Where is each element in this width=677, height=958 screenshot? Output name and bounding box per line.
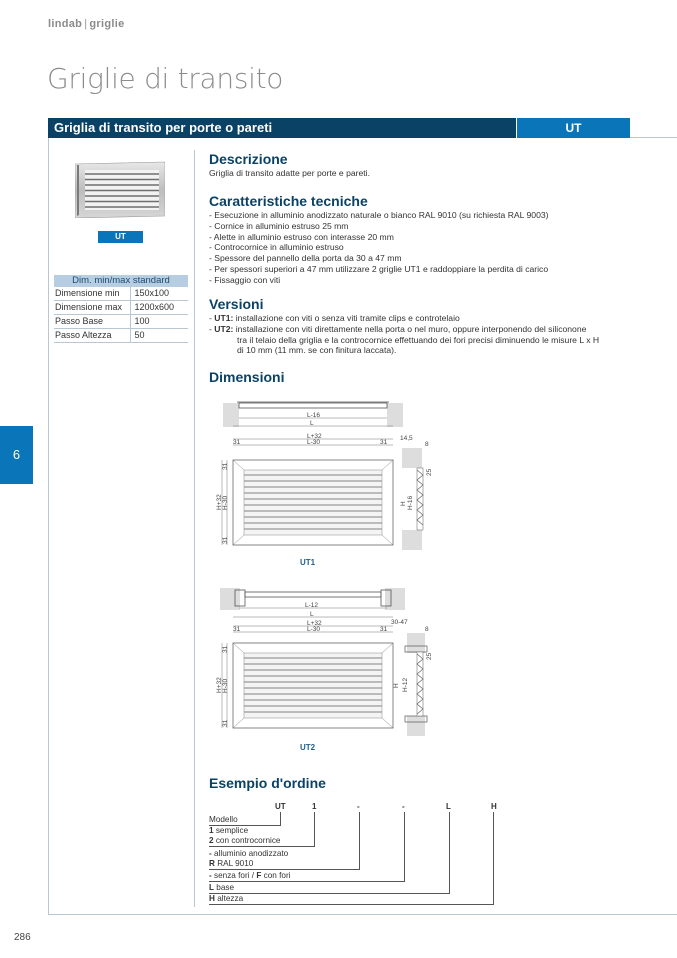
order-key: F	[256, 871, 262, 880]
ut2-technical-drawing	[215, 588, 440, 738]
svg-text:31: 31	[222, 645, 229, 653]
svg-text:14,5: 14,5	[400, 435, 413, 442]
svg-text:31: 31	[233, 439, 241, 446]
brand-separator: |	[84, 18, 88, 30]
order-code-diagram	[209, 800, 499, 905]
order-key: R	[209, 859, 215, 868]
spec-item: - Spessore del pannello della porta da 30 a 47 mm	[209, 253, 402, 264]
order-code: 1	[312, 802, 317, 811]
svg-text:31: 31	[233, 626, 241, 633]
svg-text:L+32: L+32	[307, 620, 322, 627]
order-key: -	[209, 849, 212, 858]
svg-text:H-12: H-12	[402, 677, 409, 692]
description-heading: Descrizione	[209, 151, 288, 167]
ut1-top-outer: L	[310, 420, 314, 427]
connector-line	[449, 812, 450, 894]
ut2-label: UT2	[300, 743, 316, 752]
order-code: -	[402, 802, 405, 811]
ut1-label: UT1	[300, 558, 316, 567]
order-code: H	[491, 802, 497, 811]
versions-section	[209, 296, 599, 356]
svg-text:L: L	[310, 611, 314, 618]
spec-item: - Fissaggio con viti	[209, 274, 281, 285]
row-value: 50	[130, 329, 188, 343]
order-row-model	[209, 815, 281, 826]
chapter-tab[interactable]: 6	[0, 426, 33, 484]
svg-text:H-30: H-30	[222, 678, 229, 693]
brand-name: lindab	[48, 18, 83, 30]
svg-text:31: 31	[222, 719, 229, 727]
svg-text:L-12: L-12	[305, 602, 319, 609]
product-badge: UT	[98, 231, 143, 243]
order-row-holes	[209, 871, 405, 882]
svg-text:30-47: 30-47	[391, 619, 408, 626]
version-item-ut1: - UT1: installazione con viti o senza viti tramite clips e controtelaio	[209, 313, 460, 323]
svg-text:L-30: L-30	[307, 439, 321, 446]
brand-header	[48, 18, 124, 30]
row-label: Dimensione min	[54, 287, 130, 301]
page-title: Griglie di transito	[47, 62, 284, 95]
order-row-text: con fori	[261, 871, 291, 880]
order-code: UT	[275, 802, 286, 811]
svg-text:25: 25	[426, 652, 433, 660]
dimension-table-header: Dim. min/max standard	[54, 275, 188, 287]
dimensions-heading: Dimensioni	[209, 369, 285, 385]
svg-text:31: 31	[222, 462, 229, 470]
spec-item: - Controcornice in alluminio estruso	[209, 242, 344, 253]
row-value: 150x100	[130, 287, 188, 301]
version-continuation: tra il telaio della griglia e la controcornice effettuando dei fori precisi diminuendo le misure L x H	[237, 334, 600, 345]
specs-heading: Caratteristiche tecniche	[209, 193, 368, 209]
table-row	[54, 287, 188, 301]
order-row-text: con controcornice	[213, 836, 281, 845]
spec-item: - Per spessori superiori a 47 mm utilizzare 2 griglie UT1 e raddoppiare la perdita di carico	[209, 263, 549, 274]
order-key: 1	[209, 826, 214, 835]
spec-item: - Alette in alluminio estruso con interasse 20 mm	[209, 231, 394, 242]
order-row-text: semplice	[213, 826, 249, 835]
order-key: L	[209, 883, 215, 892]
row-label: Dimensione max	[54, 301, 130, 315]
svg-text:H: H	[400, 501, 407, 506]
order-heading: Esempio d'ordine	[209, 775, 326, 791]
row-value: 100	[130, 315, 188, 329]
order-key: -	[209, 871, 212, 880]
row-value: 1200x600	[130, 301, 188, 315]
order-key: 2	[209, 836, 214, 845]
grille-product-image	[75, 160, 165, 218]
versions-heading: Versioni	[209, 296, 264, 312]
column-divider	[194, 150, 195, 907]
spec-item: - Esecuzione in alluminio anodizzato naturale o bianco RAL 9010 (su richiesta RAL 9003)	[209, 210, 549, 220]
svg-text:8: 8	[425, 441, 429, 448]
svg-text:25: 25	[426, 468, 433, 476]
version-continuation: di 10 mm (11 mm. se con finitura laccata).	[237, 345, 397, 356]
ut1-technical-drawing	[215, 398, 440, 558]
description-section	[209, 151, 370, 179]
specs-section	[209, 193, 549, 286]
svg-text:31: 31	[222, 536, 229, 544]
dimension-table	[54, 275, 188, 343]
section-code: UT	[517, 118, 630, 138]
order-row-text: RAL 9010	[214, 859, 254, 868]
svg-text:31: 31	[380, 439, 388, 446]
order-row-text: senza fori /	[211, 871, 257, 880]
description-text: Griglia di transito adatte per porte e pareti.	[209, 168, 370, 178]
order-key: H	[209, 894, 215, 903]
order-code: -	[357, 802, 360, 811]
svg-text:H: H	[393, 683, 400, 688]
version-text: installazione con viti o senza viti tramite clips e controtelaio	[233, 313, 460, 323]
order-row-version	[209, 826, 315, 847]
version-code: UT1:	[214, 313, 234, 323]
ut1-top-inner: L-16	[307, 412, 321, 419]
connector-line	[493, 812, 494, 905]
section-title: Griglia di transito per porte o pareti	[48, 118, 516, 138]
row-label: Passo Base	[54, 315, 130, 329]
order-row-base	[209, 883, 450, 894]
svg-text:L+32: L+32	[307, 433, 322, 440]
order-row-finish	[209, 849, 360, 870]
order-example-section	[209, 775, 326, 792]
table-row	[54, 301, 188, 315]
version-code: UT2:	[214, 323, 234, 334]
version-item-ut2: - UT2: installazione con viti direttamente nella porta o nel muro, oppure interponendo del siliconone	[209, 323, 587, 334]
svg-text:H+32: H+32	[216, 677, 223, 693]
order-row-text: alluminio anodizzato	[211, 849, 289, 858]
brand-section: griglie	[89, 18, 125, 30]
svg-text:H+32: H+32	[216, 494, 223, 510]
order-row-text: altezza	[214, 894, 244, 903]
page-number: 286	[14, 932, 31, 943]
order-row-height	[209, 894, 494, 905]
version-text: installazione con viti direttamente nella porta o nel muro, oppure interponendo del siliconone	[233, 323, 587, 334]
order-row-text: base	[214, 883, 235, 892]
spec-item: - Cornice in alluminio estruso 25 mm	[209, 220, 349, 231]
svg-text:31: 31	[380, 626, 388, 633]
table-row	[54, 329, 188, 343]
svg-text:L-30: L-30	[307, 626, 321, 633]
table-row	[54, 315, 188, 329]
dimensions-section	[209, 369, 284, 386]
svg-text:8: 8	[425, 626, 429, 633]
svg-text:H-30: H-30	[222, 495, 229, 510]
section-bar	[48, 118, 677, 138]
order-code: L	[446, 802, 451, 811]
order-row-text: Modello	[209, 815, 238, 824]
svg-text:H-16: H-16	[407, 495, 414, 510]
row-label: Passo Altezza	[54, 329, 130, 343]
